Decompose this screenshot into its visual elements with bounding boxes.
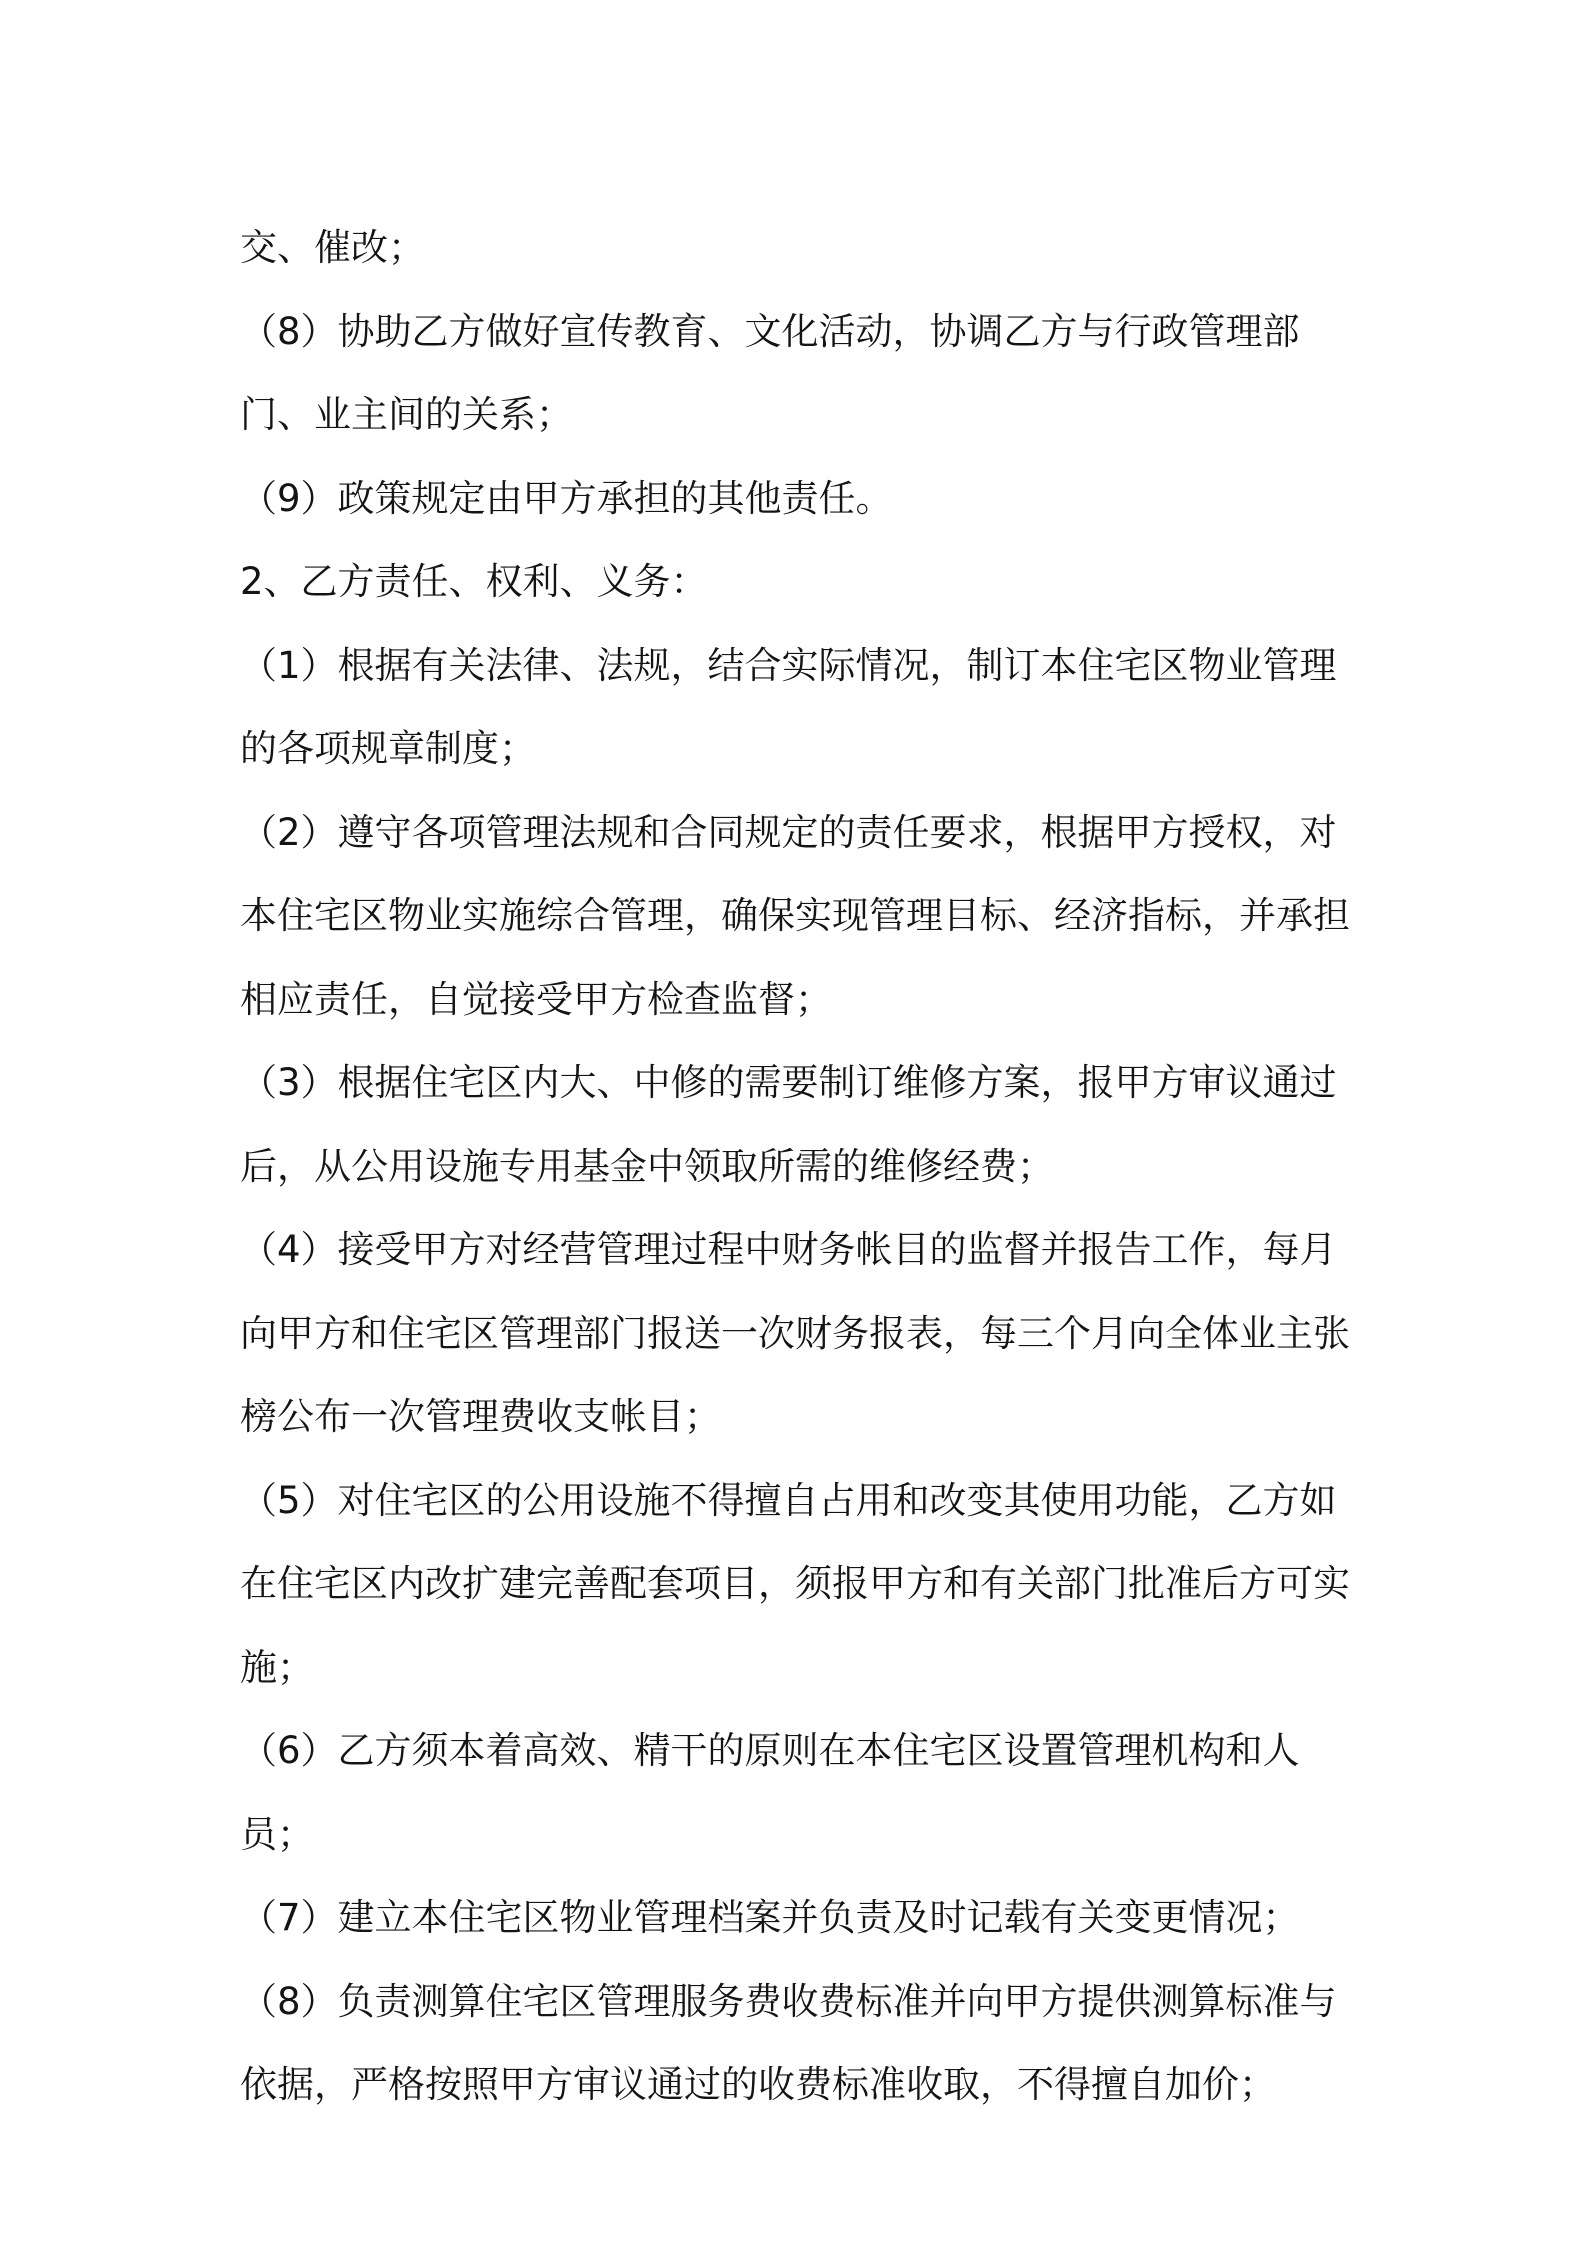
paragraph-party-b-item-1: （1）根据有关法律、法规，结合实际情况，制订本住宅区物业管理的各项规章制度； bbox=[240, 643, 1337, 770]
paragraph-continuation: 交、催改； bbox=[240, 226, 425, 269]
paragraph-party-b-item-8: （8）负责测算住宅区管理服务费收费标准并向甲方提供测算标准与依据，严格按照甲方审议通过的收费标准收取，不得擅自加价； bbox=[240, 1979, 1337, 2106]
paragraph-party-b-item-5: （5）对住宅区的公用设施不得擅自占用和改变其使用功能，乙方如在住宅区内改扩建完善配套项目，须报甲方和有关部门批准后方可实施； bbox=[240, 1478, 1350, 1689]
paragraph-party-b-item-3: （3）根据住宅区内大、中修的需要制订维修方案，报甲方审议通过后，从公用设施专用基金中领取所需的维修经费； bbox=[240, 1061, 1337, 1188]
document-body bbox=[240, 206, 1370, 2127]
paragraph-party-b-item-7: （7）建立本住宅区物业管理档案并负责及时记载有关变更情况； bbox=[240, 1896, 1300, 1939]
paragraph-party-b-item-4: （4）接受甲方对经营管理过程中财务帐目的监督并报告工作，每月向甲方和住宅区管理部门报送一次财务报表，每三个月向全体业主张榜公布一次管理费收支帐目； bbox=[240, 1228, 1350, 1438]
paragraph-party-a-item-9: （9）政策规定由甲方承担的其他责任。 bbox=[240, 476, 893, 520]
paragraph-party-b-item-6: （6）乙方须本着高效、精干的原则在本住宅区设置管理机构和人员； bbox=[240, 1729, 1300, 1856]
paragraph-party-a-item-8: （8）协助乙方做好宣传教育、文化活动，协调乙方与行政管理部门、业主间的关系； bbox=[240, 309, 1300, 436]
section-heading-party-b: 2、乙方责任、权利、义务： bbox=[240, 560, 708, 603]
paragraph-party-b-item-2: （2）遵守各项管理法规和合同规定的责任要求，根据甲方授权，对本住宅区物业实施综合管理，确保实现管理目标、经济指标，并承担相应责任，自觉接受甲方检查监督； bbox=[240, 810, 1350, 1021]
